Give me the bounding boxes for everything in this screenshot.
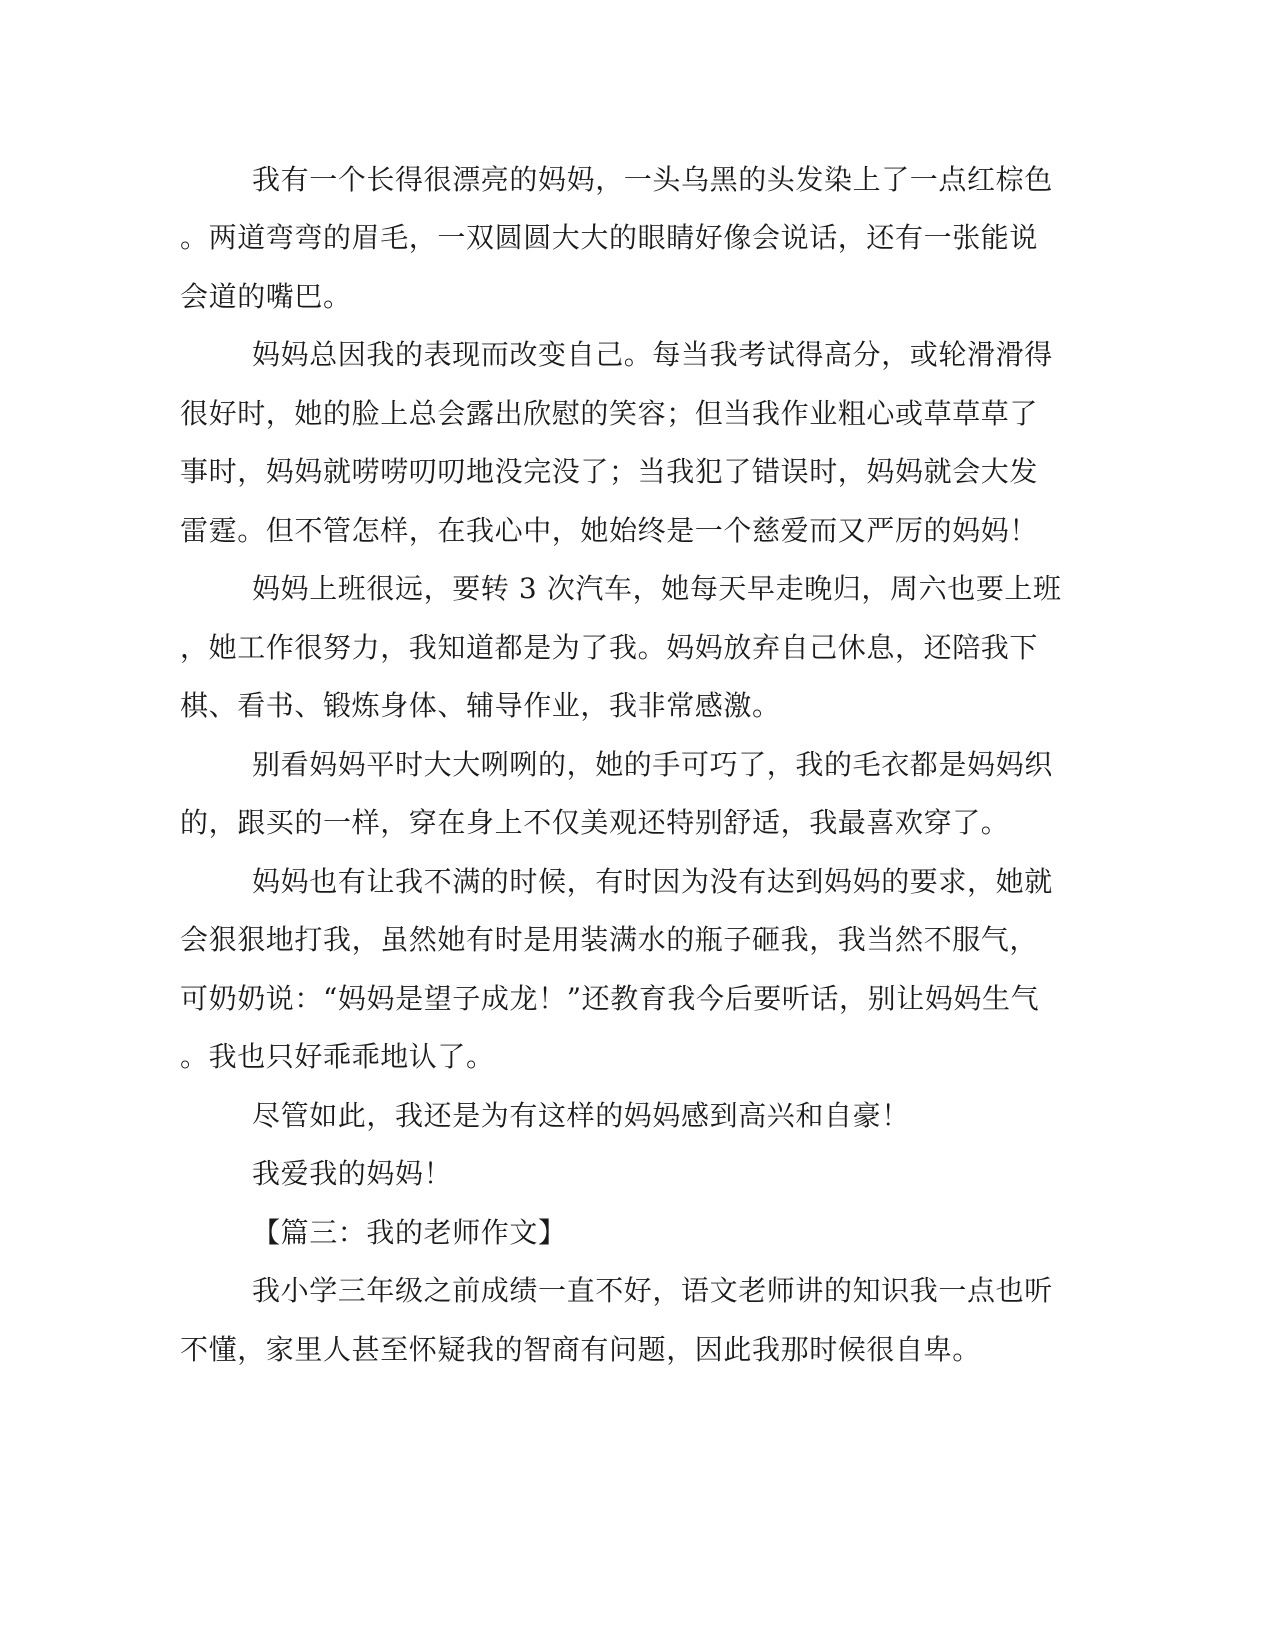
text-line: 。两道弯弯的眉毛，一双圆圆大大的眼睛好像会说话，还有一张能说 bbox=[180, 221, 1039, 254]
text-line: 。我也只好乖乖地认了。 bbox=[180, 1040, 495, 1073]
text-line: 我爱我的妈妈！ bbox=[252, 1157, 453, 1190]
text-line: ，她工作很努力，我知道都是为了我。妈妈放弃自己休息，还陪我下 bbox=[180, 631, 1039, 664]
text-line: 别看妈妈平时大大咧咧的，她的手可巧了，我的毛衣都是妈妈织 bbox=[252, 748, 1053, 781]
text-line: 的，跟买的一样，穿在身上不仅美观还特别舒适，我最喜欢穿了。 bbox=[180, 806, 1010, 839]
text-line: 很好时，她的脸上总会露出欣慰的笑容；但当我作业粗心或草草草了 bbox=[180, 397, 1039, 430]
text-line: 尽管如此，我还是为有这样的妈妈感到高兴和自豪！ bbox=[252, 1099, 910, 1132]
text-line: 妈妈也有让我不满的时候，有时因为没有达到妈妈的要求，她就 bbox=[252, 865, 1053, 898]
text-line: 可奶奶说：“妈妈是望子成龙！”还教育我今后要听话，别让妈妈生气 bbox=[180, 982, 1040, 1015]
text-line: 妈妈上班很远，要转 3 次汽车，她每天早走晚归，周六也要上班 bbox=[252, 572, 1062, 605]
text-line: 我小学三年级之前成绩一直不好，语文老师讲的知识我一点也听 bbox=[252, 1274, 1053, 1307]
text-line: 事时，妈妈就唠唠叨叨地没完没了；当我犯了错误时，妈妈就会大发 bbox=[180, 455, 1039, 488]
text-line: 会狠狠地打我，虽然她有时是用装满水的瓶子砸我，我当然不服气， bbox=[180, 923, 1039, 956]
text-line: 妈妈总因我的表现而改变自己。每当我考试得高分，或轮滑滑得 bbox=[252, 338, 1053, 371]
section-heading: 【篇三：我的老师作文】 bbox=[252, 1216, 567, 1249]
text-line: 棋、看书、锻炼身体、辅导作业，我非常感激。 bbox=[180, 689, 781, 722]
text-line: 会道的嘴巴。 bbox=[180, 280, 352, 313]
text-line: 我有一个长得很漂亮的妈妈，一头乌黑的头发染上了一点红棕色 bbox=[252, 163, 1053, 196]
text-line: 不懂，家里人甚至怀疑我的智商有问题，因此我那时候很自卑。 bbox=[180, 1333, 981, 1366]
text-line: 雷霆。但不管怎样，在我心中，她始终是一个慈爱而又严厉的妈妈！ bbox=[180, 514, 1039, 547]
